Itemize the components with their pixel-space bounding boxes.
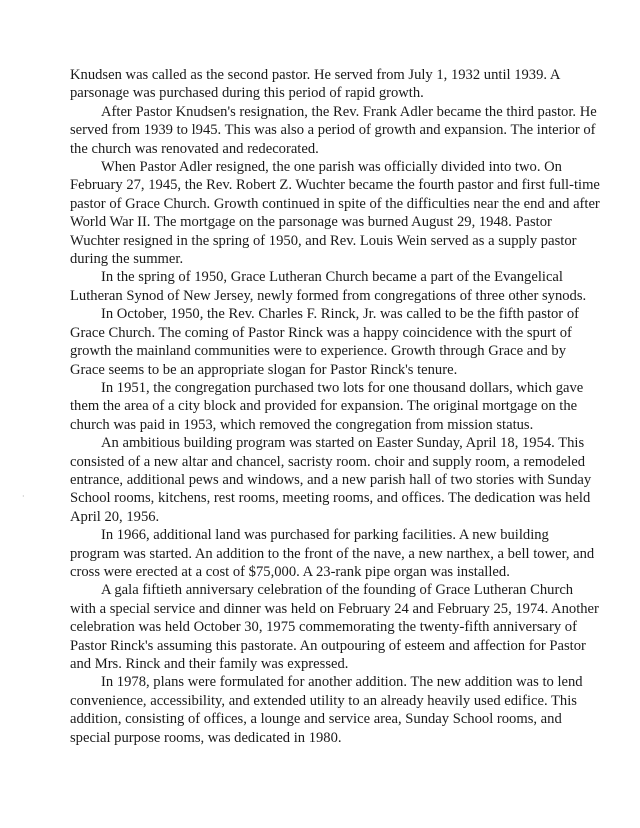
paragraph-land-purchase: In 1951, the congregation purchased two lots for one thousand dollars, which gave them the area of a city block and provided for expansion. The original mortgage on the church was paid in 1953, which removed the congregation from mission status. (70, 379, 584, 433)
paragraph-third-pastor: After Pastor Knudsen's resignation, the Rev. Frank Adler became the third pastor. He served from 1939 to l945. This was also a period of growth and expansion. The interior of the church was renovated and redecorated. (70, 103, 597, 157)
paragraph-fifth-pastor: In October, 1950, the Rev. Charles F. Rinck, Jr. was called to be the fifth pastor of Grace Church. The coming of Pastor Rinck was a happy coincidence with the spurt of growth the mainland communities were to experience. Growth through Grace and by Grace seems to be an appropriate slogan for Pastor Rinck's tenure. (70, 306, 579, 378)
paragraph-building-program: An ambitious building program was started on Easter Sunday, April 18, 1954. This consisted of a new altar and chancel, sacristy room. choir and supply room, a remodeled entrance, additional pews and windows, and a new parish hall of two stories with Sunday School rooms, kitchens, rest rooms, meeting rooms, and offices. The dedication was held April 20, 1956. (70, 435, 592, 525)
document-body (70, 66, 600, 747)
paragraph-synod: In the spring of 1950, Grace Lutheran Church became a part of the Evangelical Lutheran Synod of New Jersey, newly formed from congregations of three other synods. (70, 269, 587, 304)
paragraph-1966-expansion: In 1966, additional land was purchased for parking facilities. A new building program was started. An addition to the front of the nave, a new narthex, a bell tower, and cross were erected at a cost of $75,000. A 23-rank pipe organ was installed. (70, 527, 595, 580)
paragraph-second-pastor: Knudsen was called as the second pastor. He served from July 1, 1932 until 1939. A parsonage was purchased during this period of rapid growth. (70, 67, 560, 102)
margin-speck: · (22, 492, 25, 501)
paragraph-1978-addition: In 1978, plans were formulated for another addition. The new addition was to lend convenience, accessibility, and extended utility to an already heavily used edifice. This addition, consisting of offices, a lounge and service area, Sunday School rooms, and special purpose rooms, was dedicated in 1980. (70, 674, 583, 746)
paragraph-anniversary: A gala fiftieth anniversary celebration of the founding of Grace Lutheran Church with a special service and dinner was held on February 24 and February 25, 1974. Another celebration was held October 30, 1975 commemorating the twenty-fifth anniversary of Pastor Rinck's assuming this pastorate. An outpouring of esteem and affection for Pastor and Mrs. Rinck and their family was expressed. (70, 582, 599, 672)
paragraph-fourth-pastor: When Pastor Adler resigned, the one parish was officially divided into two. On February 27, 1945, the Rev. Robert Z. Wuchter became the fourth pastor and first full-time pastor of Grace Church. Growth continued in spite of the difficulties near the end and after World War II. The mortgage on the parsonage was burned August 29, 1948. Pastor Wuchter resigned in the spring of 1950, and Rev. Louis Wein served as a supply pastor during the summer. (70, 159, 600, 268)
